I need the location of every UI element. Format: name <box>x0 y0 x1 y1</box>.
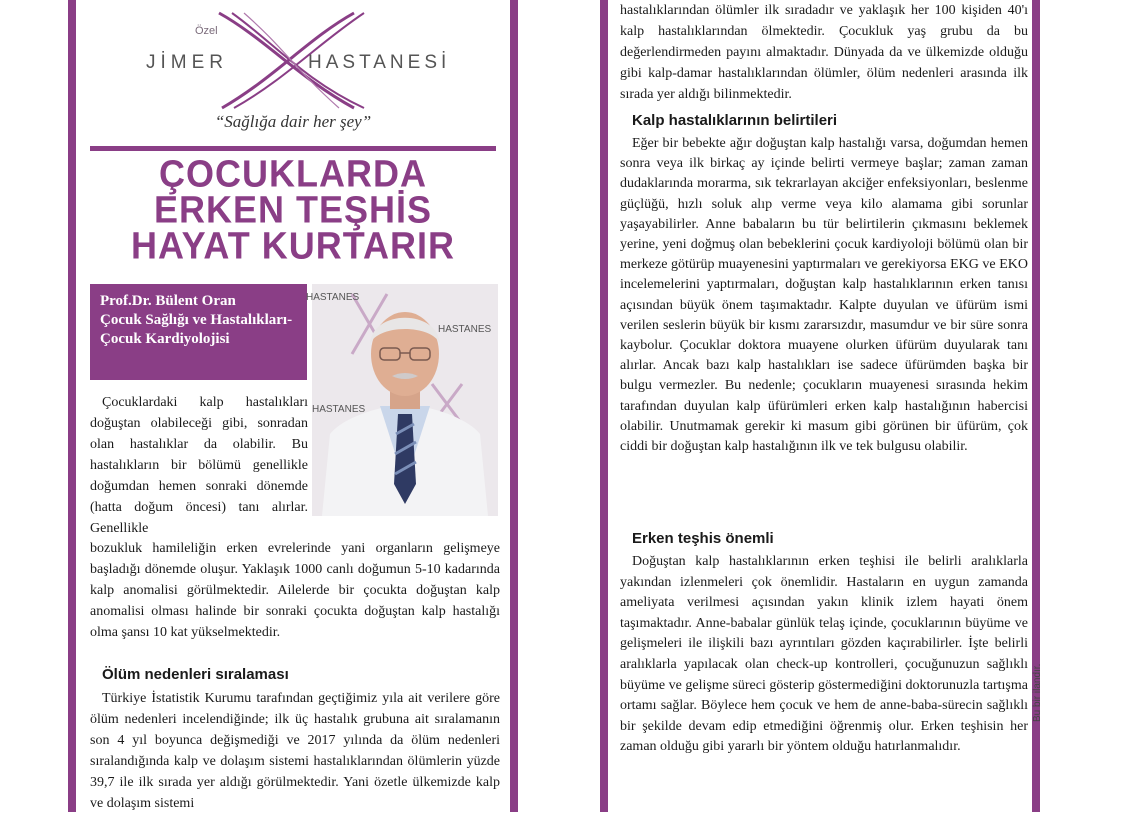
intro-paragraph-narrow: Çocuklardaki kalp hastalıkları doğuştan olabileceği gibi, sonradan olan hastalıklar da olabilir. Bu hastalıkların bir bölümü genellikle doğumdan hemen sonraki dönemde (hatta doğum öncesi) tanı alırlar. Genellikle <box>90 395 308 536</box>
backdrop-text-3: HASTANES <box>306 292 360 303</box>
right-page-panel <box>600 0 1040 812</box>
section-erken-teshis: Doğuştan kalp hastalıklarının erken teşhisi ile belirli aralıklarla yakından izlenmeleri çok önemlidir. Hastaların en uygun zamanda ameliyata verilmesi açısından yakın klinik izlem hayati önem taşımaktadır. Anne-babalar günlük telaş içinde, çocuklarının büyüme ve gelişmeleri ile ilişkili bazı ayrıntıları gözden kaçırabilirler. İşte belirli aralıklarla yapılacak olan check-up kontrolleri, çocuğunuzun sağlıklı büyüme ve gelişme süreci gösterip göstermediğini doktorunuzla tartışma ortamı sağlar. Böylece hem çocuk ve hem de anne-baba-sürecin sağlıklı bir şekilde devam edip etmediğini öğrenmiş olur. Erken teşhisin her zaman olduğu gibi yararlı bir yöntem olduğu hatırlanmalıdır. <box>620 554 1028 755</box>
logo-ozel-label: Özel <box>195 25 218 37</box>
continued-paragraph: hastalıklarından ölümler ilk sıradadır ve yaklaşık her 100 kişiden 40'ı kalp hastalıklarından ölmektedir. Çocukluk yaş grubu da bu değerlendirmeden payını almaktadır. Dünyada da ve ülkemizde olduğu gibi kalp-damar hastalıklarından ölümler, ölüm nedenleri arasında ilk sırada yer aldığı bilinmektedir. <box>620 3 1028 102</box>
backdrop-text-2: HASTANES <box>312 404 366 415</box>
heading-kalp-belirtileri: Kalp hastalıklarının belirtileri <box>632 112 838 129</box>
headline-line-1: ÇOCUKLARDA <box>159 151 427 195</box>
doctor-photo <box>306 284 498 516</box>
author-box <box>90 284 307 380</box>
headline-line-3: HAYAT KURTARIR <box>130 223 456 267</box>
header-divider <box>90 146 496 151</box>
logo-slogan: “Sağlığa dair her şey” <box>214 112 372 131</box>
intro-paragraph-wide: bozukluk hamileliğin erken evrelerinde yani organların gelişmeye başladığı dönemde oluşur. Yaklaşık 1000 canlı doğumun 5-10 kadarında kalp anomalisi görülmektedir. Ailelerde bir çocukta doğuştan kalp anomalisi olması halinde bir sonraki çocukta doğuştan kalp hastalığı olma şansı 10 kat yükselmektedir. <box>90 541 500 640</box>
logo-left-word: JİMER <box>146 52 228 73</box>
heading-erken-teshis: Erken teşhis önemli <box>632 530 774 547</box>
author-name: Prof.Dr. Bülent Oran <box>100 293 236 309</box>
logo-right-word: HASTANESİ <box>308 52 451 73</box>
headline <box>76 151 510 267</box>
author-title: Çocuk Sağlığı ve Hastalıkları-Çocuk Kardiyolojisi <box>100 312 293 347</box>
heading-olum-nedenleri: Ölüm nedenleri sıralaması <box>102 666 289 683</box>
advertisement-note: Bu bir ilandır. <box>1032 663 1043 722</box>
hospital-logo <box>76 0 510 140</box>
left-page-panel <box>68 0 518 812</box>
backdrop-text-1: HASTANES <box>438 324 492 335</box>
section-kalp-belirtileri: Eğer bir bebekte ağır doğuştan kalp hastalığı varsa, doğumdan hemen sonra veya ilk birkaç ay içinde belirti vermeye başlar; zaman zaman dudaklarında morarma, sık tekrarlayan akciğer enfeksiyonları, beslenme güçlüğü, hızlı soluk alıp verme veya kilo alamama gibi sorunlar yaşayabilirler. Anne babaların bu tür belirtilerin çıkmasını beklemek yerine, yeni doğmuş olan bebeklerini çocuk kardiyoloji bölümü olan bir merkeze götürüp muayenesini yaptırmaları ve gerekiyorsa EKG ve EKO incelemelerini yaptırmaları, doğuştan kalp hastalıklarının erken tanısı açısından büyük önem taşımaktadır. Kalpte duyulan ve üfürüm ismi verilen seslerin büyük bir kısmı zararsızdır, masumdur ve bir süre sonra kaybolur. Çocuklar doktora muayene olurken üfürüm duyularak tanı alırlar. Ancak bazı kalp hastalıkları ise sadece üfürümden başka bir bulgu vermezler. Bu nedenle; çocukların muayenesi sırasında hekim tarafından duyulan kalp üfürümleri erken kalp hastalığının habercisi olabilir. Unutmamak gerekir ki masum gibi görünen bir üfürüm, çok ciddi bir doğuştan kalp hastalığının ilk ve tek bulgusu olabilir. <box>620 136 1028 455</box>
section-olum-nedenleri: Türkiye İstatistik Kurumu tarafından geçtiğimiz yıla ait verilere göre ölüm nedenleri incelendiğinde; ilk üç hastalık grubuna ait sıralamanın son 4 yıl boyunca değişmediği ve 2017 yılında da ölüm nedenleri sıralandığında kalp ve dolaşım sistemi hastalıklarından ölümlerin yüzde 39,7 ile ilk sırada yer aldığı görülmektedir. Yani özetle ülkemizde kalp ve dolaşım sistemi <box>90 691 500 811</box>
headline-line-2: ERKEN TEŞHİS <box>153 187 433 231</box>
